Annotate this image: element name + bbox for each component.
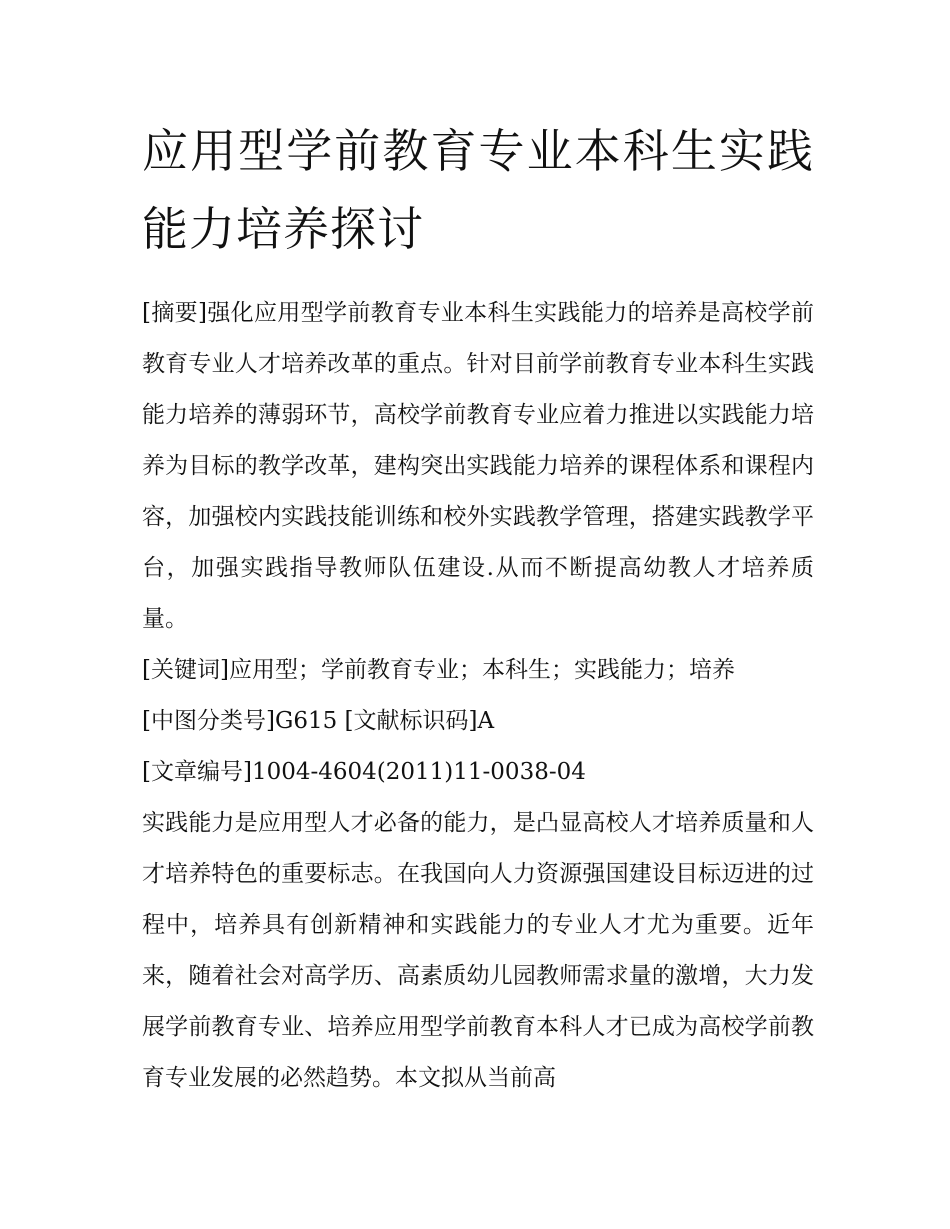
- abstract-paragraph: [摘要]强化应用型学前教育专业本科生实践能力的培养是高校学前教育专业人才培养改革的重点。针对目前学前教育专业本科生实践能力培养的薄弱环节，高校学前教育专业应着力推进以实践能力培养为目标的教学改革，建构突出实践能力培养的课程体系和课程内容，加强校内实践技能训练和校外实践教学管理，搭建实践教学平台，加强实践指导教师队伍建设.从而不断提高幼教人才培养质量。: [142, 300, 814, 632]
- keywords-line: [关键词]应用型；学前教育专业；本科生；实践能力；培养: [142, 657, 735, 683]
- document-body: [142, 288, 814, 1104]
- classification-line: [中图分类号]G615 [文献标识码]A: [142, 708, 495, 734]
- document-title: 应用型学前教育专业本科生实践能力培养探讨: [142, 124, 814, 256]
- body-paragraph: 实践能力是应用型人才必备的能力，是凸显高校人才培养质量和人才培养特色的重要标志。在我国向人力资源强国建设目标迈进的过程中，培养具有创新精神和实践能力的专业人才尤为重要。近年来，随着社会对高学历、高素质幼儿园教师需求量的激增，大力发展学前教育专业、培养应用型学前教育本科人才已成为高校学前教育专业发展的必然趋势。本文拟从当前高: [142, 810, 814, 1091]
- document-page: [142, 112, 814, 1104]
- article-number-line: [文章编号]1004-4604(2011)11-0038-04: [142, 759, 586, 785]
